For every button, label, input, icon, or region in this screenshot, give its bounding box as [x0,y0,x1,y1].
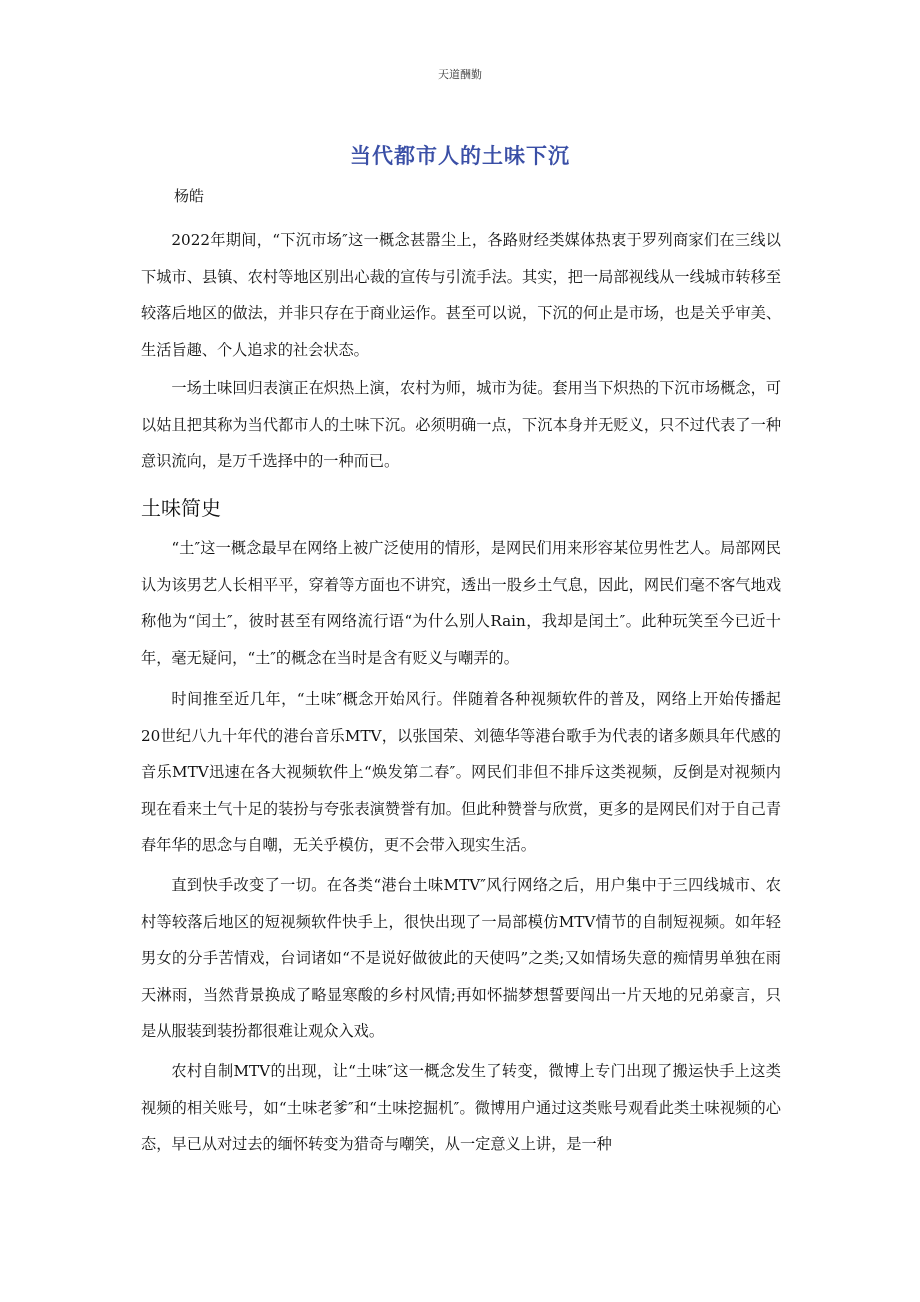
paragraph: 直到快手改变了一切。在各类“港台土味MTV″风行网络之后，用户集中于三四线城市、农村等较落后地区的短视频软件快手上，很快出现了一局部模仿MTV情节的自制短视频。如年轻男女的分手苦情戏，台词诸如“不是说好做彼此的天使吗”之类;又如情场失意的痴情男单独在雨天淋雨，当然背景换成了略显寒酸的乡村风情;再如怀揣梦想誓要闯出一片天地的兄弟豪言，只是从服装到装扮都很难让观众入戏。 [141,876,781,1040]
paragraph: “土″这一概念最早在网络上被广泛使用的情形，是网民们用来形容某位男性艺人。局部网民认为该男艺人长相平平，穿着等方面也不讲究，透出一股乡土气息，因此，网民们毫不客气地戏称他为“闰土″，彼时甚至有网络流行语“为什么别人Rain，我却是闰土″。此种玩笑至今已近十年，毫无疑问，“土″的概念在当时是含有贬义与嘲弄的。 [141,539,781,667]
paragraph: 一场土味回归表演正在炽热上演，农村为师，城市为徒。套用当下炽热的下沉市场概念，可以姑且把其称为当代都市人的土味下沉。必须明确一点，下沉本身并无贬义，只不过代表了一种意识流向，是万千选择中的一种而已。 [141,379,781,470]
article-title: 当代都市人的土味下沉 [350,144,570,169]
author-name: 杨皓 [174,187,205,205]
paragraph: 2022年期间，“下沉市场″这一概念甚嚣尘上，各路财经类媒体热衷于罗列商家们在三线以下城市、县镇、农村等地区别出心裁的宣传与引流手法。其实，把一局部视线从一线城市转移至较落后地区的做法，并非只存在于商业运作。甚至可以说，下沉的何止是市场，也是关乎审美、生活旨趣、个人追求的社会状态。 [141,231,781,359]
paragraph: 时间推至近几年，“土味″概念开始风行。伴随着各种视频软件的普及，网络上开始传播起20世纪八九十年代的港台音乐MTV，以张国荣、刘德华等港台歌手为代表的诸多颇具年代感的音乐MTV迅速在各大视频软件上“焕发第二春″。网民们非但不排斥这类视频，反倒是对视频内现在看来土气十足的装扮与夸张表演赞誉有加。但此种赞誉与欣赏，更多的是网民们对于自己青春年华的思念与自嘲，无关乎模仿，更不会带入现实生活。 [141,690,781,854]
paragraph: 农村自制MTV的出现，让“土味″这一概念发生了转变，微博上专门出现了搬运快手上这类视频的相关账号，如“土味老爹″和“土味挖掘机″。微博用户通过这类账号观看此类土味视频的心态，早已从对过去的缅怀转变为猎奇与嘲笑，从一定意义上讲，是一种 [141,1062,781,1153]
page-header: 天道酬勤 [438,68,482,81]
section-heading: 土味简史 [141,496,221,520]
